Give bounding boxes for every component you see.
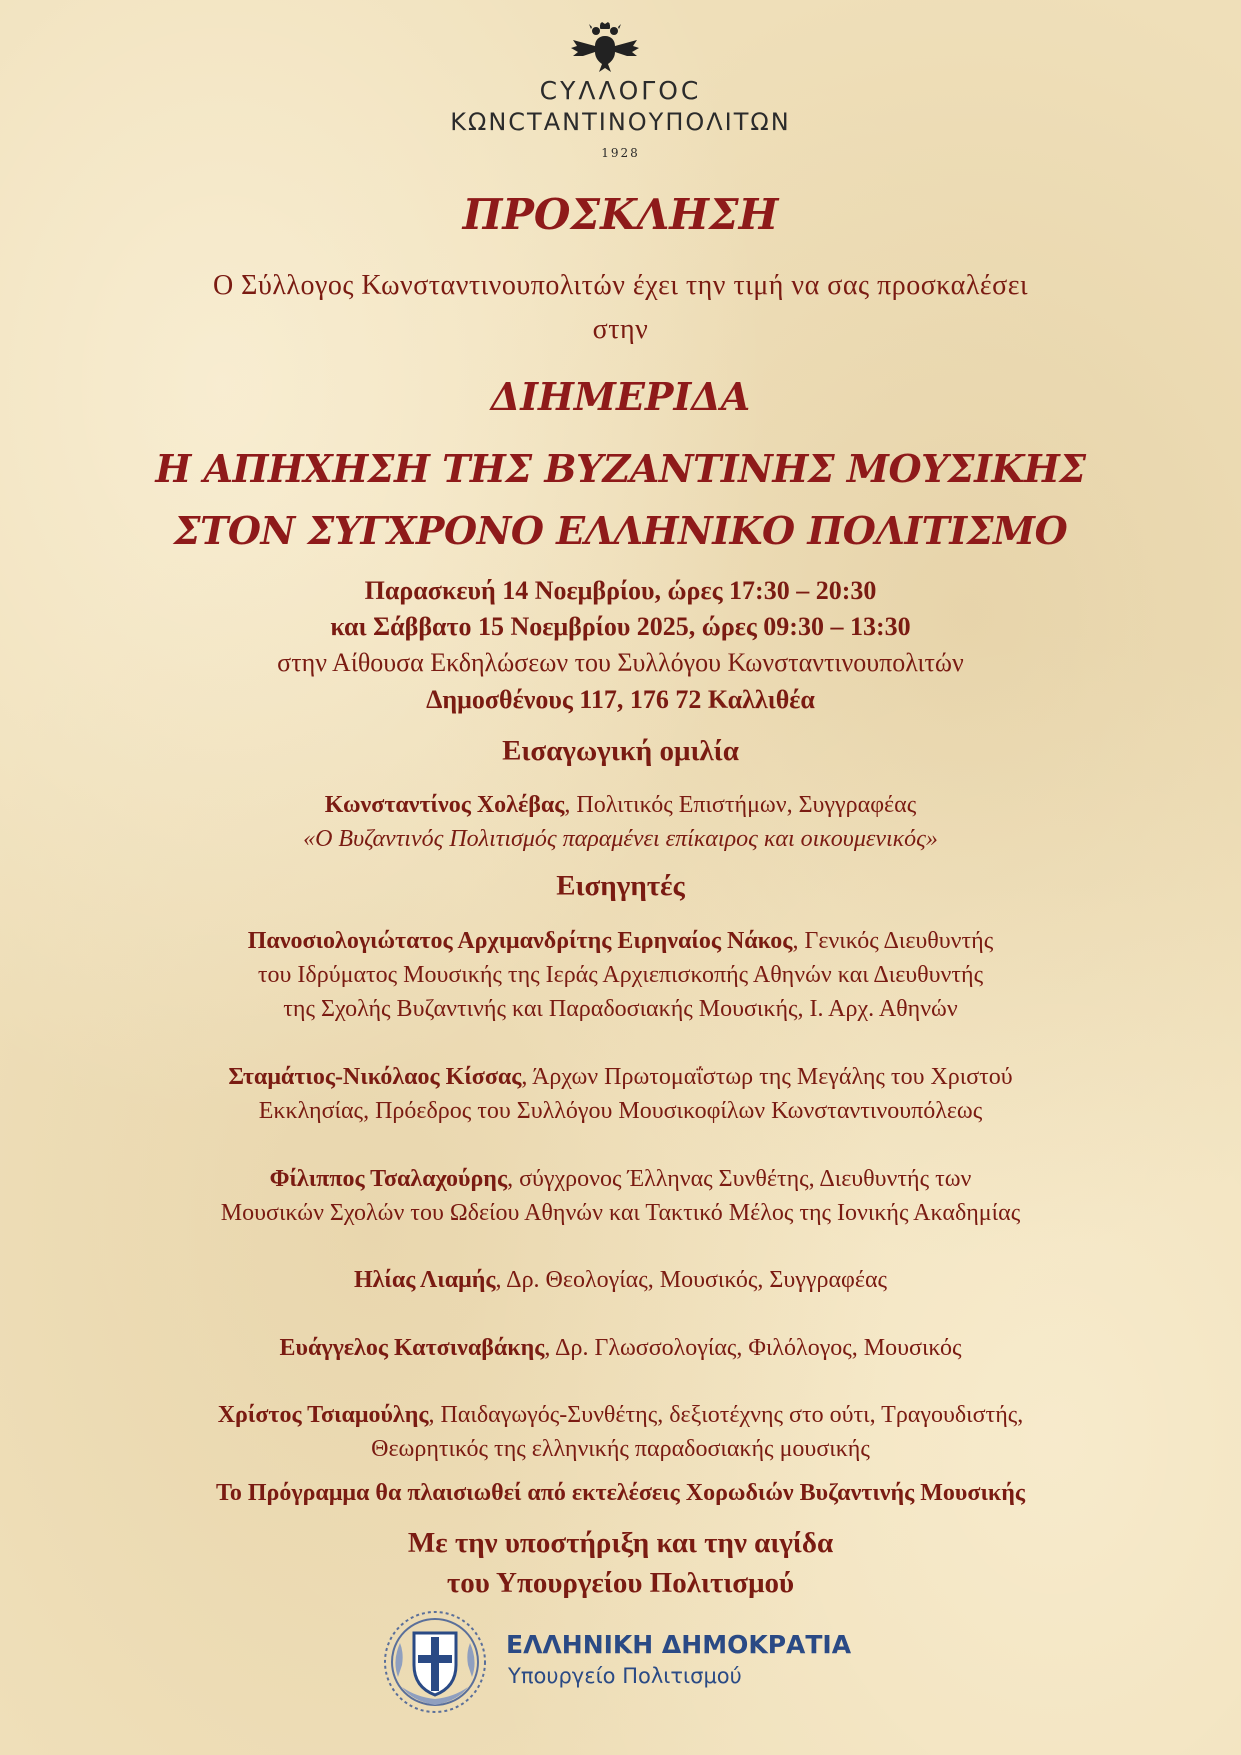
speaker-name: Πανοσιολογιώτατος Αρχιμανδρίτης Ειρηναίος Νάκος xyxy=(247,928,793,954)
double-headed-eagle-icon xyxy=(569,22,641,74)
intro-line-1: Ο Σύλλογος Κωνσταντινουπολιτών έχει την τιμή να σας προσκαλέσει xyxy=(212,270,1029,301)
intro-talk-block xyxy=(0,788,1241,856)
greek-coat-of-arms-icon xyxy=(380,1607,490,1717)
speaker-name: Κωνσταντίνος Χολέβας xyxy=(324,792,565,818)
speaker-role-line: του Ιδρύματος Μουσικής της Ιεράς Αρχιεπισκοπής Αθηνών και Διευθυντής xyxy=(257,962,984,988)
speaker-entry xyxy=(0,924,1241,1026)
program-note: Το Πρόγραμμα θα πλαισιωθεί από εκτελέσεις Χορωδιών Βυζαντινής Μουσικής xyxy=(216,1480,1025,1506)
speaker-entry xyxy=(0,1162,1241,1230)
speaker-role-line: της Σχολής Βυζαντινής και Παραδοσιακής Μουσικής, Ι. Αρχ. Αθηνών xyxy=(283,996,958,1022)
speaker-name: Ευάγγελος Κατσιναβάκης xyxy=(279,1335,545,1361)
speaker-name: Ηλίας Λιαμής xyxy=(353,1267,496,1293)
speaker-role: , σύγχρονος Έλληνας Συνθέτης, Διευθυντής των xyxy=(507,1166,972,1192)
speakers-heading: Εισηγητές xyxy=(556,870,685,902)
address: Δημοσθένους 117, 176 72 Καλλιθέα xyxy=(426,685,815,714)
support-line-1: Με την υποστήριξη και την αιγίδα xyxy=(407,1527,834,1559)
org-name-line2: ΚΩΝϹΤΑΝΤΙΝΟΥΠΟΛΙΤΩΝ xyxy=(450,108,791,136)
talk-title: «Ο Βυζαντινός Πολιτισμός παραμένει επίκαιρος και οικουμενικός» xyxy=(303,826,938,852)
speaker-role-line: Θεωρητικός της ελληνικής παραδοσιακής μουσικής xyxy=(371,1436,870,1462)
speaker-role: , Παιδαγωγός-Συνθέτης, δεξιοτέχνης στο ούτι, Τραγουδιστής, xyxy=(428,1402,1024,1428)
speaker-entry xyxy=(0,1263,1241,1297)
intro-talk-heading: Εισαγωγική ομιλία xyxy=(502,735,739,767)
speaker-role-line: Εκκλησίας, Πρόεδρος του Συλλόγου Μουσικοφίλων Κωνσταντινουπόλεως xyxy=(258,1098,983,1124)
invitation-title: ΠΡΟΣΚΛΗΣΗ xyxy=(462,190,779,239)
speaker-role: , Δρ. Θεολογίας, Μουσικός, Συγγραφέας xyxy=(495,1267,888,1293)
event-type: ΔΙΗΜΕΡΙΔΑ xyxy=(490,374,751,419)
speaker-role: , Γενικός Διευθυντής xyxy=(792,928,994,954)
speaker-name: Φίλιππος Τσαλαχούρης xyxy=(269,1166,508,1192)
speaker-entry xyxy=(0,1060,1241,1128)
venue: στην Αίθουσα Εκδηλώσεων του Συλλόγου Κωνσταντινουπολιτών xyxy=(277,648,964,677)
intro-line-2: στην xyxy=(592,314,649,345)
org-founding-year: 1928 xyxy=(601,146,640,160)
speaker-role-line: Μουσικών Σχολών του Ωδείου Αθηνών και Τακτικό Μέλος της Ιονικής Ακαδημίας xyxy=(220,1200,1021,1226)
speaker-role: , Πολιτικός Επιστήμων, Συγγραφέας xyxy=(564,792,917,818)
support-line-2: του Υπουργείου Πολιτισμού xyxy=(446,1567,795,1599)
speaker-name: Σταμάτιος-Νικόλαος Κίσσας xyxy=(228,1064,522,1090)
org-name-line1: ϹΥΛΛΟΓΟϹ xyxy=(539,76,702,105)
speaker-name: Χρίστος Τσιαμούλης xyxy=(217,1402,429,1428)
speaker-entry xyxy=(0,1398,1241,1466)
speaker-role: , Δρ. Γλωσσολογίας, Φιλόλογος, Μουσικός xyxy=(544,1335,962,1361)
speaker-role: , Άρχων Πρωτομαΐστωρ της Μεγάλης του Χριστού xyxy=(521,1064,1013,1090)
event-title-line-2: ΣΤΟΝ ΣΥΓΧΡΟΝΟ ΕΛΛΗΝΙΚΟ ΠΟΛΙΤΙΣΜΟ xyxy=(173,508,1068,553)
ministry-name: Υπουργείο Πολιτισμού xyxy=(508,1664,742,1688)
government-name: ΕΛΛΗΝΙΚΗ ΔΗΜΟΚΡΑΤΙΑ xyxy=(506,1630,852,1659)
date-line-2: και Σάββατο 15 Νοεμβρίου 2025, ώρες 09:30 – 13:30 xyxy=(330,612,911,641)
event-title-line-1: Η ΑΠΗΧΗΣΗ ΤΗΣ ΒΥΖΑΝΤΙΝΗΣ ΜΟΥΣΙΚΗΣ xyxy=(155,446,1086,491)
date-line-1: Παρασκευή 14 Νοεμβρίου, ώρες 17:30 – 20:30 xyxy=(364,576,877,605)
speaker-entry xyxy=(0,1331,1241,1365)
